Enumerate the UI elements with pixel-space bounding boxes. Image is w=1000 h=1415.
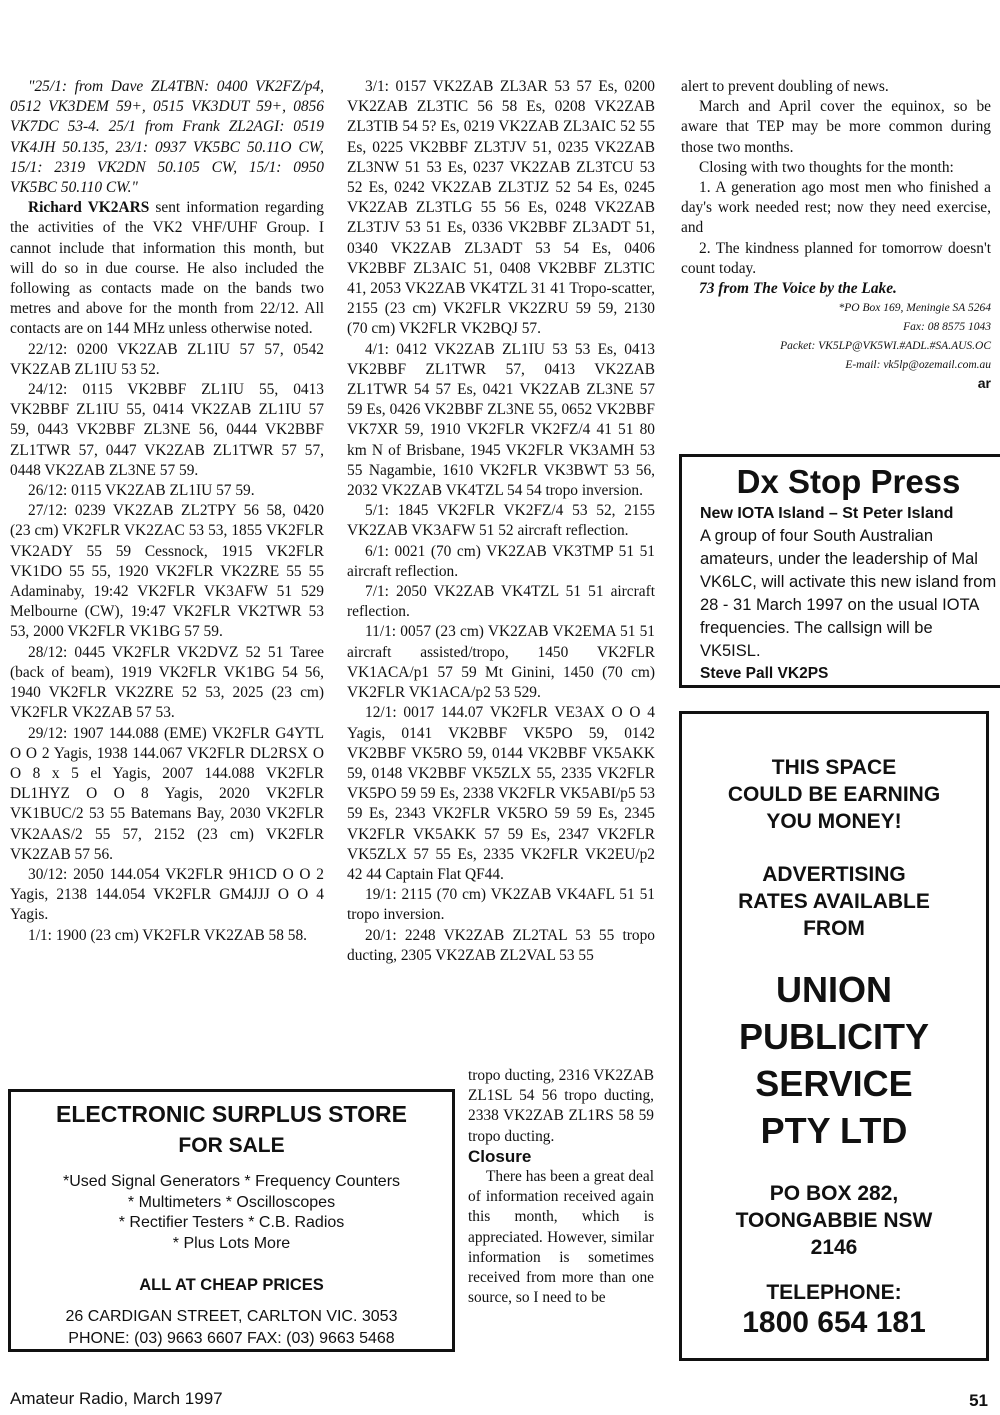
ad-address: 2146 bbox=[810, 1236, 858, 1259]
advertising-box bbox=[679, 711, 989, 1361]
log-entry: 19/1: 2115 (70 cm) VK2ZAB VK4AFL 51 51 tropo inversion. bbox=[347, 886, 655, 924]
address-email: E-mail: vk5lp@ozemail.com.au bbox=[845, 359, 991, 372]
company-name: PTY LTD bbox=[760, 1110, 908, 1151]
address-fax: Fax: 08 8575 1043 bbox=[903, 321, 991, 334]
es-item-line: *Used Signal Generators * Frequency Counters bbox=[62, 1173, 401, 1190]
thought-two: 2. The kindness planned for tomorrow doesn't count today. bbox=[681, 239, 991, 277]
log-entry: 24/12: 0115 VK2BBF ZL1IU 55, 0413 VK2BBF ZL1IU 55, 0414 VK2ZAB ZL1IU 57 59, 0443 VK2BBF ZL3NE 56, 0444 VK2BBF ZL1TWR 57, 0447 VK2ZAB ZL1TWR 57 57, 0448 VK2ZAB ZL3NE 57 59. bbox=[10, 381, 324, 479]
electronic-surplus-box bbox=[8, 1089, 455, 1352]
es-subtitle: FOR SALE bbox=[178, 1134, 285, 1157]
thoughts-intro: Closing with two thoughts for the month: bbox=[699, 158, 954, 176]
log-entry: 11/1: 0057 (23 cm) VK2ZAB VK2EMA 51 51 aircraft assisted/tropo, 1450 VK2FLR VK1ACA/p1 57 59 Mt Ginini, 1450 (70 cm) VK2FLR VK1ACA/p2 53 529. bbox=[347, 623, 655, 702]
log-entry-continued: tropo ducting, 2316 VK2ZAB ZL1SL 54 56 tropo ducting, 2338 VK2ZAB ZL1RS 58 59 tropo ducting. bbox=[468, 1067, 654, 1145]
closure-paragraph: There has been a great deal of information received again this month, which is appreciated. However, similar information is sometimes received from more than one source, so I need to be bbox=[468, 1168, 654, 1307]
log-entry: 29/12: 1907 144.088 (EME) VK2FLR G4YTL O O 2 Yagis, 1938 144.067 VK2FLR DL2RSX O O 8 x 5 el Yagis, 2007 144.088 VK2FLR DL1HYZ O O 8 Yagis, 2020 VK2FLR VK1BUC/2 53 55 Batemans Bay, 2030 VK2FLR VK2AAS/2 55 57, 2152 (23 cm) VK2FLR VK2ZAB 57 56. bbox=[10, 724, 324, 863]
address-packet: Packet: VK5LP@VK5WI.#ADL.#SA.AUS.OC bbox=[780, 340, 991, 353]
footer-publication: Amateur Radio, March 1997 bbox=[10, 1389, 223, 1408]
log-entry: 1/1: 1900 (23 cm) VK2FLR VK2ZAB 58 58. bbox=[28, 926, 308, 944]
column-left bbox=[10, 77, 324, 946]
ad-telephone-label: TELEPHONE: bbox=[766, 1281, 902, 1304]
es-address bbox=[11, 1306, 452, 1350]
dx-stop-press-box bbox=[679, 454, 1000, 688]
dx-subtitle: New IOTA Island – St Peter Island bbox=[700, 505, 954, 522]
log-entry: 12/1: 0017 144.07 VK2FLR VE3AX O O 4 Yagis, 0141 VK2BBF VK5PO 59, 0142 VK2BBF VK5RO 59, 0144 VK2BBF VK5AKK 59, 0148 VK2BBF VK5ZLX 55, 2335 VK2FLR VK5PO 59 59 Es, 2338 VK2FLR VK5ABI/p5 53 59 Es, 2343 VK2FLR VK5RO 59 59 Es, 2345 VK2FLR VK5AKK 57 59 Es, 2347 VK2FLR VK5ZLX 57 55 Es, 2335 VK2FLR VK2EU/p2 42 44 Captain Flat QF44. bbox=[347, 704, 655, 883]
column-right bbox=[681, 77, 991, 391]
dx-title: Dx Stop Press bbox=[736, 463, 961, 500]
company-name: SERVICE bbox=[755, 1063, 913, 1104]
company-name: PUBLICITY bbox=[738, 1016, 929, 1057]
closure-continued: alert to prevent doubling of news. bbox=[681, 78, 889, 95]
dx-signed: Steve Pall VK2PS bbox=[700, 665, 829, 682]
es-prices: ALL AT CHEAP PRICES bbox=[139, 1276, 324, 1294]
es-item-line: * Plus Lots More bbox=[172, 1234, 291, 1252]
address-po: *PO Box 169, Meningie SA 5264 bbox=[838, 302, 991, 315]
ad-telephone-number: 1800 654 181 bbox=[742, 1306, 926, 1339]
log-entry: 3/1: 0157 VK2ZAB ZL3AR 53 57 Es, 0200 VK2ZAB ZL3TIC 56 58 Es, 0208 VK2ZAB ZL3TIB 54 5? Es, 0219 VK2ZAB ZL3AIC 52 55 Es, 0225 VK2BBF ZL3TJV 51, 0235 VK2ZAB ZL3NW 51 53 Es, 0237 VK2ZAB ZL3TCU 53 52 Es, 0242 VK2ZAB ZL3TJZ 52 54 Es, 0245 VK2ZAB ZL3TLG 55 56 Es, 0248 VK2ZAB ZL3TJV 53 51 Es, 0336 VK2BBF ZL3ADT 51, 0340 VK2ZAB ZL3ADT 53 54 Es, 0406 VK2BBF ZL3AIC 51, 0408 VK2BBF ZL3TIC 41, 2053 VK2ZAB VK4TZL 31 41 Tropo-scatter, 2155 (23 cm) VK2FLR VK2ZRU 59 59, 2130 (70 cm) VK2FLR VK2BQJ 57. bbox=[347, 78, 655, 338]
es-item-line: * Rectifier Testers * C.B. Radios bbox=[118, 1214, 345, 1231]
page-number: 51 bbox=[969, 1391, 988, 1410]
end-mark: ar bbox=[977, 375, 991, 392]
thought-one: 1. A generation ago most men who finished a day's work needed rest; now they need exercise, and bbox=[681, 179, 991, 237]
ad-line: COULD BE EARNING bbox=[727, 783, 941, 806]
richard-paragraph bbox=[10, 198, 324, 339]
ad-line: YOU MONEY! bbox=[766, 810, 902, 833]
log-entry: 30/12: 2050 144.054 VK2FLR 9H1CD O O 2 Yagis, 2138 144.054 VK2FLR GM4JJJ O O 4 Yagis. bbox=[10, 865, 324, 924]
es-street: 26 CARDIGAN STREET, CARLTON VIC. 3053 bbox=[65, 1308, 398, 1325]
richard-text: sent information regarding the activities of the VK2 VHF/UHF Group. I cannot include that information this month, but will do so in due course. He also included the following as contacts made on the bands two metres and above for the month from 22/12. All contacts are on 144 MHz unless otherwise noted. bbox=[10, 199, 324, 338]
column-middle bbox=[347, 77, 655, 966]
ad-line: THIS SPACE bbox=[771, 756, 897, 779]
signoff: 73 from The Voice by the Lake. bbox=[699, 280, 897, 298]
log-entry: 22/12: 0200 VK2ZAB ZL1IU 57 57, 0542 VK2ZAB ZL1IU 53 52. bbox=[10, 340, 324, 378]
log-entry: 5/1: 1845 VK2FLR VK2FZ/4 53 52, 2155 VK2ZAB VK3AFW 51 52 aircraft reflection. bbox=[347, 502, 655, 540]
equinox-paragraph: March and April cover the equinox, so be aware that TEP may be more common during those two months. bbox=[681, 98, 991, 156]
log-entry: 27/12: 0239 VK2ZAB ZL2TPY 56 58, 0420 (23 cm) VK2FLR VK2ZAC 53 53, 1855 VK2FLR VK2ADY 55 59 Cessnock, 1915 VK2FLR VK1DO 55 55, 1920 VK2FLR VK2ZRE 55 55 Adaminaby, 19:42 VK2FLR VK3AFW 51 529 Melbourne (CW), 19:47 VK2FLR VK2TWR 53 53, 2000 VK2FLR VK1BG 57 59. bbox=[10, 502, 324, 641]
log-entry: 20/1: 2248 VK2ZAB ZL2TAL 53 55 tropo ducting, 2305 VK2ZAB ZL2VAL 53 55 bbox=[347, 926, 655, 964]
es-items bbox=[11, 1172, 452, 1254]
log-entry: 26/12: 0115 VK2ZAB ZL1IU 57 59. bbox=[28, 482, 255, 500]
richard-name: Richard VK2ARS bbox=[28, 199, 150, 217]
company-name: UNION bbox=[776, 969, 892, 1010]
quoted-report: "25/1: from Dave ZL4TBN: 0400 VK2FZ/p4, 0512 VK3DEM 59+, 0515 VK3DUT 59+, 0856 VK7DC 53-4. 25/1 from Frank ZL2AGI: 0519 VK4JH 50.135, 23/1: 0937 VK5BC 50.11O CW, 15/1: 2319 VK2DN 50.105 CW, 15/1: 0950 VK5BC 50.110 CW." bbox=[10, 78, 324, 197]
log-entry: 7/1: 2050 VK2ZAB VK4TZL 51 51 aircraft reflection. bbox=[347, 583, 655, 621]
es-item-line: * Multimeters * Oscilloscopes bbox=[127, 1193, 336, 1211]
column-middle-continued bbox=[468, 1066, 654, 1308]
dx-body: A group of four South Australian amateurs, under the leadership of Mal VK6LC, will activate this new island from 28 - 31 March 1997 on the usual IOTA frequencies. The callsign will be VK5ISL. bbox=[700, 527, 997, 660]
log-entry: 4/1: 0412 VK2ZAB ZL1IU 53 53 Es, 0413 VK2BBF ZL1TWR 57, 0413 VK2ZAB ZL1TWR 54 57 Es, 0421 VK2ZAB ZL3NE 57 59 Es, 0426 VK2BBF ZL3NE 55, 0652 VK2BBF VK7XR 59, 1910 VK2FLR VK2FZ/4 41 51 80 km N of Brisbane, 1945 VK2FLR VK3AMH 53 55 Nagambie, 1610 VK2FLR VK3BWT 53 56, 2032 VK2ZAB VK4TZL 54 54 tropo inversion. bbox=[347, 340, 655, 500]
ad-line: ADVERTISING bbox=[762, 863, 906, 886]
ad-address: TOONGABBIE NSW bbox=[735, 1209, 933, 1232]
ad-line: FROM bbox=[803, 917, 865, 940]
es-phone: PHONE: (03) 9663 6607 FAX: (03) 9663 5468 bbox=[68, 1330, 395, 1347]
log-entry: 6/1: 0021 (70 cm) VK2ZAB VK3TMP 51 51 aircraft reflection. bbox=[347, 542, 655, 580]
ad-line: RATES AVAILABLE bbox=[738, 890, 930, 913]
log-entry: 28/12: 0445 VK2FLR VK2DVZ 52 51 Taree (back of beam), 1919 VK2FLR VK1BG 54 56, 1940 VK2FLR VK2ZRE 52 53, 2025 (23 cm) VK2FLR VK2ZAB 57 53. bbox=[10, 643, 324, 722]
ad-address: PO BOX 282, bbox=[769, 1182, 899, 1205]
es-title: ELECTRONIC SURPLUS STORE bbox=[56, 1101, 407, 1127]
closure-heading: Closure bbox=[468, 1146, 532, 1166]
